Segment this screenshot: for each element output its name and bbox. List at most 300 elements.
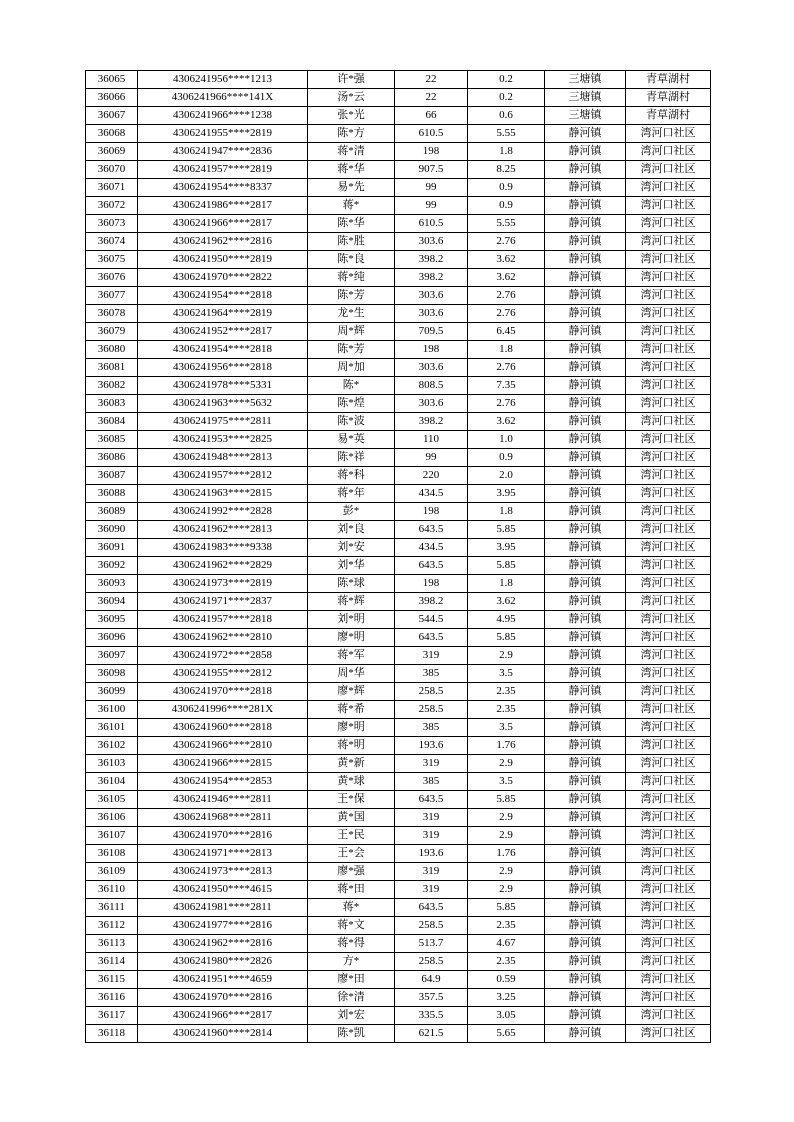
table-row — [86, 143, 711, 161]
rate-cell: 2.76 — [468, 287, 545, 305]
name-cell: 蒋*得 — [308, 935, 395, 953]
amount-cell: 385 — [395, 719, 468, 737]
village-cell: 湾河口社区 — [626, 269, 711, 287]
amount-cell: 398.2 — [395, 269, 468, 287]
table-row — [86, 575, 711, 593]
seq-cell: 36075 — [86, 251, 138, 269]
id-number-cell: 4306241968****2811 — [138, 809, 308, 827]
seq-cell: 36069 — [86, 143, 138, 161]
rate-cell: 5.55 — [468, 215, 545, 233]
rate-cell: 5.85 — [468, 557, 545, 575]
table-row — [86, 917, 711, 935]
rate-cell: 4.95 — [468, 611, 545, 629]
name-cell: 刘*良 — [308, 521, 395, 539]
id-number-cell: 4306241954****2818 — [138, 287, 308, 305]
table-row — [86, 305, 711, 323]
table-body — [86, 71, 711, 1043]
table-row — [86, 1025, 711, 1043]
seq-cell: 36092 — [86, 557, 138, 575]
town-cell: 静河镇 — [545, 989, 626, 1007]
id-number-cell: 4306241963****2815 — [138, 485, 308, 503]
amount-cell: 709.5 — [395, 323, 468, 341]
table-row — [86, 557, 711, 575]
rate-cell: 1.8 — [468, 575, 545, 593]
amount-cell: 621.5 — [395, 1025, 468, 1043]
rate-cell: 3.62 — [468, 269, 545, 287]
amount-cell: 193.6 — [395, 737, 468, 755]
table-row — [86, 809, 711, 827]
id-number-cell: 4306241950****2819 — [138, 251, 308, 269]
village-cell: 湾河口社区 — [626, 593, 711, 611]
amount-cell: 319 — [395, 827, 468, 845]
table-row — [86, 701, 711, 719]
village-cell: 湾河口社区 — [626, 881, 711, 899]
seq-cell: 36105 — [86, 791, 138, 809]
amount-cell: 319 — [395, 881, 468, 899]
name-cell: 蒋* — [308, 197, 395, 215]
town-cell: 静河镇 — [545, 665, 626, 683]
amount-cell: 22 — [395, 89, 468, 107]
id-number-cell: 4306241983****9338 — [138, 539, 308, 557]
amount-cell: 66 — [395, 107, 468, 125]
name-cell: 陈*球 — [308, 575, 395, 593]
amount-cell: 398.2 — [395, 413, 468, 431]
village-cell: 湾河口社区 — [626, 755, 711, 773]
town-cell: 静河镇 — [545, 251, 626, 269]
name-cell: 蒋*辉 — [308, 593, 395, 611]
name-cell: 陈*凯 — [308, 1025, 395, 1043]
seq-cell: 36087 — [86, 467, 138, 485]
id-number-cell: 4306241960****2814 — [138, 1025, 308, 1043]
village-cell: 湾河口社区 — [626, 935, 711, 953]
town-cell: 静河镇 — [545, 719, 626, 737]
village-cell: 湾河口社区 — [626, 737, 711, 755]
village-cell: 湾河口社区 — [626, 539, 711, 557]
seq-cell: 36074 — [86, 233, 138, 251]
table-row — [86, 467, 711, 485]
id-number-cell: 4306241962****2813 — [138, 521, 308, 539]
table-row — [86, 773, 711, 791]
table-row — [86, 485, 711, 503]
town-cell: 静河镇 — [545, 593, 626, 611]
amount-cell: 319 — [395, 755, 468, 773]
table-row — [86, 611, 711, 629]
amount-cell: 258.5 — [395, 701, 468, 719]
name-cell: 黄*球 — [308, 773, 395, 791]
name-cell: 陈*胜 — [308, 233, 395, 251]
rate-cell: 0.9 — [468, 179, 545, 197]
amount-cell: 643.5 — [395, 521, 468, 539]
id-number-cell: 4306241947****2836 — [138, 143, 308, 161]
town-cell: 静河镇 — [545, 1007, 626, 1025]
town-cell: 静河镇 — [545, 917, 626, 935]
town-cell: 静河镇 — [545, 431, 626, 449]
rate-cell: 0.2 — [468, 71, 545, 89]
name-cell: 蒋*希 — [308, 701, 395, 719]
rate-cell: 5.65 — [468, 1025, 545, 1043]
id-number-cell: 4306241966****1238 — [138, 107, 308, 125]
seq-cell: 36086 — [86, 449, 138, 467]
seq-cell: 36068 — [86, 125, 138, 143]
seq-cell: 36077 — [86, 287, 138, 305]
rate-cell: 0.59 — [468, 971, 545, 989]
id-number-cell: 4306241970****2816 — [138, 989, 308, 1007]
seq-cell: 36117 — [86, 1007, 138, 1025]
town-cell: 静河镇 — [545, 377, 626, 395]
table-row — [86, 233, 711, 251]
village-cell: 湾河口社区 — [626, 503, 711, 521]
village-cell: 湾河口社区 — [626, 665, 711, 683]
name-cell: 刘*宏 — [308, 1007, 395, 1025]
town-cell: 静河镇 — [545, 683, 626, 701]
id-number-cell: 4306241957****2818 — [138, 611, 308, 629]
village-cell: 青草湖村 — [626, 71, 711, 89]
name-cell: 蒋* — [308, 899, 395, 917]
name-cell: 陈*祥 — [308, 449, 395, 467]
rate-cell: 8.25 — [468, 161, 545, 179]
town-cell: 静河镇 — [545, 269, 626, 287]
village-cell: 湾河口社区 — [626, 647, 711, 665]
table-row — [86, 521, 711, 539]
amount-cell: 513.7 — [395, 935, 468, 953]
name-cell: 周*辉 — [308, 323, 395, 341]
rate-cell: 3.05 — [468, 1007, 545, 1025]
id-number-cell: 4306241962****2810 — [138, 629, 308, 647]
village-cell: 湾河口社区 — [626, 359, 711, 377]
amount-cell: 610.5 — [395, 125, 468, 143]
table-row — [86, 161, 711, 179]
amount-cell: 907.5 — [395, 161, 468, 179]
table-row — [86, 971, 711, 989]
table-row — [86, 845, 711, 863]
rate-cell: 1.76 — [468, 845, 545, 863]
table-row — [86, 629, 711, 647]
town-cell: 静河镇 — [545, 611, 626, 629]
table-row — [86, 395, 711, 413]
village-cell: 湾河口社区 — [626, 1025, 711, 1043]
amount-cell: 643.5 — [395, 899, 468, 917]
village-cell: 湾河口社区 — [626, 449, 711, 467]
rate-cell: 2.9 — [468, 827, 545, 845]
rate-cell: 2.76 — [468, 233, 545, 251]
amount-cell: 303.6 — [395, 233, 468, 251]
amount-cell: 643.5 — [395, 629, 468, 647]
amount-cell: 398.2 — [395, 251, 468, 269]
town-cell: 静河镇 — [545, 197, 626, 215]
id-number-cell: 4306241963****5632 — [138, 395, 308, 413]
rate-cell: 5.85 — [468, 791, 545, 809]
id-number-cell: 4306241964****2819 — [138, 305, 308, 323]
amount-cell: 110 — [395, 431, 468, 449]
table-row — [86, 377, 711, 395]
seq-cell: 36070 — [86, 161, 138, 179]
name-cell: 陈*良 — [308, 251, 395, 269]
town-cell: 静河镇 — [545, 737, 626, 755]
seq-cell: 36072 — [86, 197, 138, 215]
id-number-cell: 4306241952****2817 — [138, 323, 308, 341]
village-cell: 湾河口社区 — [626, 287, 711, 305]
seq-cell: 36091 — [86, 539, 138, 557]
seq-cell: 36090 — [86, 521, 138, 539]
amount-cell: 434.5 — [395, 539, 468, 557]
town-cell: 静河镇 — [545, 899, 626, 917]
village-cell: 湾河口社区 — [626, 683, 711, 701]
amount-cell: 319 — [395, 647, 468, 665]
rate-cell: 2.76 — [468, 305, 545, 323]
table-row — [86, 953, 711, 971]
id-number-cell: 4306241953****2825 — [138, 431, 308, 449]
rate-cell: 3.62 — [468, 413, 545, 431]
seq-cell: 36114 — [86, 953, 138, 971]
seq-cell: 36089 — [86, 503, 138, 521]
amount-cell: 434.5 — [395, 485, 468, 503]
amount-cell: 319 — [395, 863, 468, 881]
village-cell: 湾河口社区 — [626, 161, 711, 179]
rate-cell: 1.8 — [468, 341, 545, 359]
village-cell: 湾河口社区 — [626, 791, 711, 809]
amount-cell: 258.5 — [395, 953, 468, 971]
rate-cell: 0.9 — [468, 449, 545, 467]
rate-cell: 5.55 — [468, 125, 545, 143]
id-number-cell: 4306241981****2811 — [138, 899, 308, 917]
subsidy-table — [85, 70, 711, 1043]
amount-cell: 99 — [395, 197, 468, 215]
name-cell: 蒋*科 — [308, 467, 395, 485]
village-cell: 湾河口社区 — [626, 1007, 711, 1025]
name-cell: 王*民 — [308, 827, 395, 845]
table-row — [86, 737, 711, 755]
village-cell: 湾河口社区 — [626, 809, 711, 827]
town-cell: 静河镇 — [545, 323, 626, 341]
village-cell: 湾河口社区 — [626, 323, 711, 341]
seq-cell: 36100 — [86, 701, 138, 719]
rate-cell: 2.76 — [468, 395, 545, 413]
table-row — [86, 71, 711, 89]
village-cell: 湾河口社区 — [626, 971, 711, 989]
table-row — [86, 341, 711, 359]
table-row — [86, 89, 711, 107]
village-cell: 湾河口社区 — [626, 413, 711, 431]
rate-cell: 0.9 — [468, 197, 545, 215]
village-cell: 湾河口社区 — [626, 251, 711, 269]
name-cell: 蒋*清 — [308, 143, 395, 161]
village-cell: 湾河口社区 — [626, 197, 711, 215]
village-cell: 湾河口社区 — [626, 125, 711, 143]
town-cell: 静河镇 — [545, 557, 626, 575]
town-cell: 静河镇 — [545, 629, 626, 647]
name-cell: 廖*强 — [308, 863, 395, 881]
table-row — [86, 503, 711, 521]
town-cell: 静河镇 — [545, 575, 626, 593]
seq-cell: 36098 — [86, 665, 138, 683]
village-cell: 湾河口社区 — [626, 989, 711, 1007]
amount-cell: 198 — [395, 341, 468, 359]
id-number-cell: 4306241978****5331 — [138, 377, 308, 395]
rate-cell: 3.5 — [468, 719, 545, 737]
rate-cell: 2.9 — [468, 881, 545, 899]
town-cell: 静河镇 — [545, 521, 626, 539]
rate-cell: 2.9 — [468, 755, 545, 773]
town-cell: 静河镇 — [545, 215, 626, 233]
rate-cell: 5.85 — [468, 899, 545, 917]
town-cell: 静河镇 — [545, 143, 626, 161]
amount-cell: 198 — [395, 575, 468, 593]
town-cell: 静河镇 — [545, 773, 626, 791]
name-cell: 陈*芳 — [308, 287, 395, 305]
rate-cell: 2.0 — [468, 467, 545, 485]
id-number-cell: 4306241971****2837 — [138, 593, 308, 611]
amount-cell: 335.5 — [395, 1007, 468, 1025]
village-cell: 湾河口社区 — [626, 719, 711, 737]
town-cell: 静河镇 — [545, 467, 626, 485]
amount-cell: 385 — [395, 773, 468, 791]
rate-cell: 4.67 — [468, 935, 545, 953]
name-cell: 刘*华 — [308, 557, 395, 575]
town-cell: 静河镇 — [545, 359, 626, 377]
id-number-cell: 4306241972****2858 — [138, 647, 308, 665]
seq-cell: 36113 — [86, 935, 138, 953]
amount-cell: 99 — [395, 449, 468, 467]
name-cell: 陈*方 — [308, 125, 395, 143]
amount-cell: 385 — [395, 665, 468, 683]
table-row — [86, 215, 711, 233]
town-cell: 静河镇 — [545, 791, 626, 809]
table-row — [86, 791, 711, 809]
name-cell: 徐*清 — [308, 989, 395, 1007]
seq-cell: 36118 — [86, 1025, 138, 1043]
village-cell: 湾河口社区 — [626, 179, 711, 197]
rate-cell: 1.8 — [468, 143, 545, 161]
table-row — [86, 719, 711, 737]
id-number-cell: 4306241966****2817 — [138, 1007, 308, 1025]
village-cell: 湾河口社区 — [626, 305, 711, 323]
amount-cell: 220 — [395, 467, 468, 485]
id-number-cell: 4306241957****2812 — [138, 467, 308, 485]
table-row — [86, 881, 711, 899]
id-number-cell: 4306241962****2816 — [138, 233, 308, 251]
village-cell: 湾河口社区 — [626, 431, 711, 449]
rate-cell: 1.0 — [468, 431, 545, 449]
id-number-cell: 4306241948****2813 — [138, 449, 308, 467]
id-number-cell: 4306241992****2828 — [138, 503, 308, 521]
name-cell: 王*会 — [308, 845, 395, 863]
seq-cell: 36115 — [86, 971, 138, 989]
name-cell: 陈*波 — [308, 413, 395, 431]
seq-cell: 36108 — [86, 845, 138, 863]
village-cell: 湾河口社区 — [626, 485, 711, 503]
table-row — [86, 647, 711, 665]
seq-cell: 36099 — [86, 683, 138, 701]
amount-cell: 303.6 — [395, 395, 468, 413]
id-number-cell: 4306241996****281X — [138, 701, 308, 719]
amount-cell: 357.5 — [395, 989, 468, 1007]
table-row — [86, 449, 711, 467]
table-row — [86, 269, 711, 287]
seq-cell: 36084 — [86, 413, 138, 431]
village-cell: 湾河口社区 — [626, 467, 711, 485]
table-row — [86, 665, 711, 683]
village-cell: 湾河口社区 — [626, 557, 711, 575]
name-cell: 蒋*年 — [308, 485, 395, 503]
village-cell: 湾河口社区 — [626, 863, 711, 881]
town-cell: 静河镇 — [545, 413, 626, 431]
table-row — [86, 989, 711, 1007]
village-cell: 湾河口社区 — [626, 845, 711, 863]
town-cell: 静河镇 — [545, 233, 626, 251]
village-cell: 青草湖村 — [626, 107, 711, 125]
rate-cell: 2.35 — [468, 701, 545, 719]
name-cell: 蒋*文 — [308, 917, 395, 935]
village-cell: 青草湖村 — [626, 89, 711, 107]
village-cell: 湾河口社区 — [626, 917, 711, 935]
id-number-cell: 4306241980****2826 — [138, 953, 308, 971]
seq-cell: 36071 — [86, 179, 138, 197]
rate-cell: 2.35 — [468, 953, 545, 971]
town-cell: 静河镇 — [545, 881, 626, 899]
village-cell: 湾河口社区 — [626, 575, 711, 593]
village-cell: 湾河口社区 — [626, 629, 711, 647]
name-cell: 蒋*军 — [308, 647, 395, 665]
rate-cell: 2.35 — [468, 683, 545, 701]
name-cell: 廖*明 — [308, 629, 395, 647]
rate-cell: 2.35 — [468, 917, 545, 935]
town-cell: 静河镇 — [545, 305, 626, 323]
village-cell: 湾河口社区 — [626, 899, 711, 917]
name-cell: 蒋*明 — [308, 737, 395, 755]
id-number-cell: 4306241970****2816 — [138, 827, 308, 845]
town-cell: 静河镇 — [545, 341, 626, 359]
name-cell: 易*英 — [308, 431, 395, 449]
seq-cell: 36088 — [86, 485, 138, 503]
rate-cell: 1.76 — [468, 737, 545, 755]
amount-cell: 64.9 — [395, 971, 468, 989]
amount-cell: 258.5 — [395, 683, 468, 701]
id-number-cell: 4306241971****2813 — [138, 845, 308, 863]
name-cell: 周*华 — [308, 665, 395, 683]
town-cell: 静河镇 — [545, 539, 626, 557]
table-row — [86, 755, 711, 773]
seq-cell: 36102 — [86, 737, 138, 755]
seq-cell: 36067 — [86, 107, 138, 125]
id-number-cell: 4306241970****2822 — [138, 269, 308, 287]
name-cell: 周*加 — [308, 359, 395, 377]
rate-cell: 3.5 — [468, 773, 545, 791]
rate-cell: 7.35 — [468, 377, 545, 395]
town-cell: 静河镇 — [545, 809, 626, 827]
id-number-cell: 4306241955****2819 — [138, 125, 308, 143]
name-cell: 廖*明 — [308, 719, 395, 737]
town-cell: 静河镇 — [545, 827, 626, 845]
table-row — [86, 863, 711, 881]
village-cell: 湾河口社区 — [626, 611, 711, 629]
amount-cell: 193.6 — [395, 845, 468, 863]
table-row — [86, 287, 711, 305]
town-cell: 静河镇 — [545, 863, 626, 881]
rate-cell: 3.62 — [468, 593, 545, 611]
id-number-cell: 4306241954****2818 — [138, 341, 308, 359]
town-cell: 静河镇 — [545, 845, 626, 863]
id-number-cell: 4306241986****2817 — [138, 197, 308, 215]
table-row — [86, 899, 711, 917]
seq-cell: 36079 — [86, 323, 138, 341]
table-row — [86, 179, 711, 197]
amount-cell: 303.6 — [395, 287, 468, 305]
amount-cell: 643.5 — [395, 791, 468, 809]
seq-cell: 36106 — [86, 809, 138, 827]
name-cell: 陈*华 — [308, 215, 395, 233]
name-cell: 方* — [308, 953, 395, 971]
seq-cell: 36104 — [86, 773, 138, 791]
